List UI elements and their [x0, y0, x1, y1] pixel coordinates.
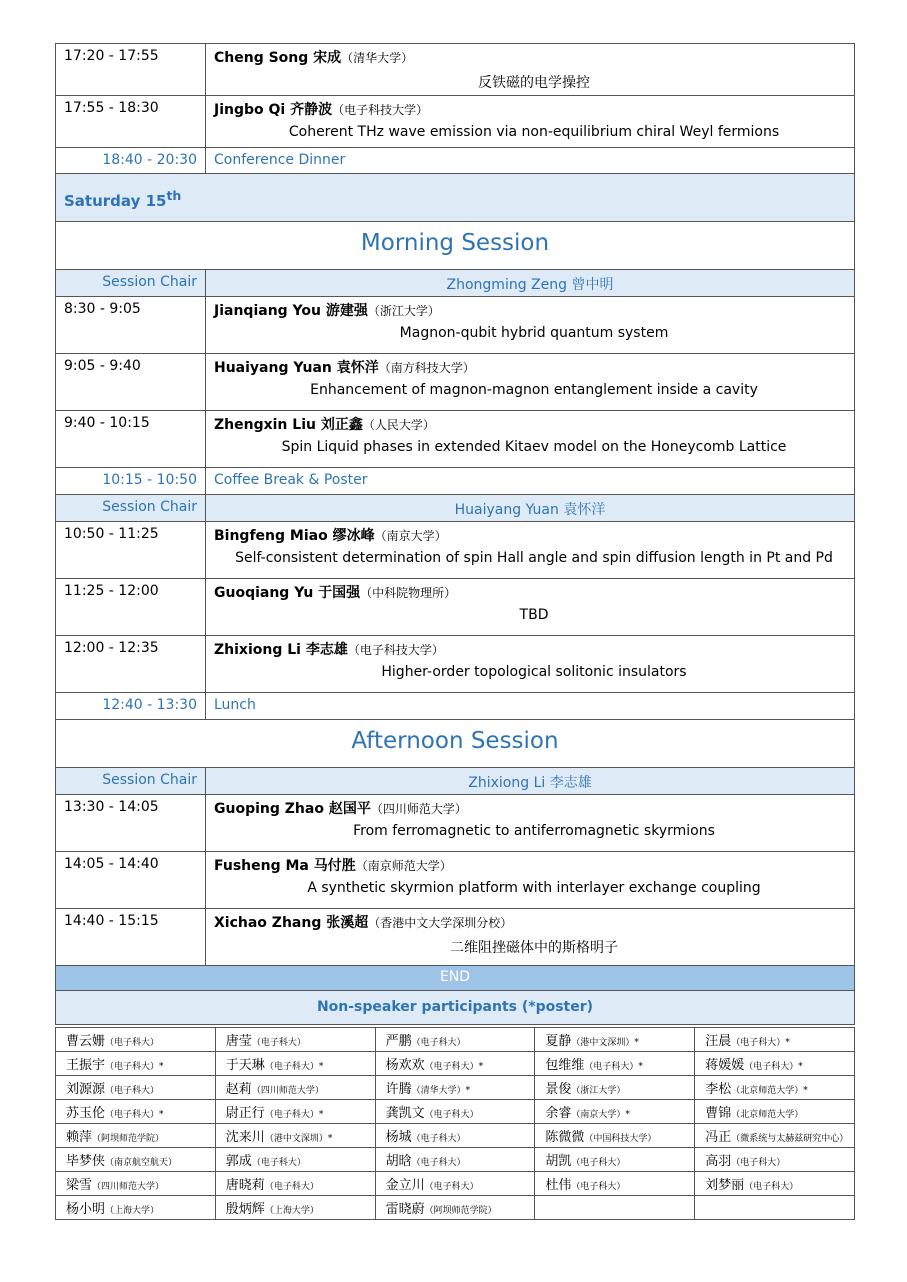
talk-cell: [206, 96, 855, 148]
participant-affiliation: （北京师范大学）: [731, 1110, 804, 1120]
participant-cell: [695, 1100, 855, 1124]
talk-time: 17:20 - 17:55: [56, 44, 206, 96]
talk-title: TBD: [519, 607, 549, 623]
talk-row: [56, 44, 855, 96]
participant-affiliation: （四川师范大学）: [92, 1182, 165, 1192]
participant-affiliation: （四川师范大学）: [251, 1086, 324, 1096]
participant-name: 于天琳: [225, 1058, 265, 1073]
participant-cell: [695, 1124, 855, 1148]
participant-affiliation: （阿坝师范学院）: [424, 1206, 497, 1216]
session-chair-row: [56, 495, 855, 522]
afternoon-session-title: Afternoon Session: [56, 720, 855, 768]
participant-name: 毕梦侠: [66, 1154, 106, 1169]
talk-title: A synthetic skyrmion platform with interlayer exchange coupling: [307, 880, 761, 896]
participant-row: [56, 1028, 855, 1052]
participant-cell: [535, 1052, 695, 1076]
participant-cell: [535, 1028, 695, 1052]
participant-cell: [56, 1148, 216, 1172]
participant-name: 陈微微: [545, 1130, 585, 1145]
talk-title: From ferromagnetic to antiferromagnetic skyrmions: [353, 823, 715, 839]
speaker-name: Zhixiong Li 李志雄: [214, 642, 348, 658]
speaker-name: Fusheng Ma 马付胜: [214, 858, 356, 874]
talk-row: [56, 354, 855, 411]
participant-name: 赵莉: [225, 1082, 252, 1097]
afternoon-session-title-row: [56, 720, 855, 768]
participant-affiliation: （电子科大）*: [744, 1062, 803, 1072]
participant-name: 郭成: [225, 1154, 252, 1169]
participant-name: 杨城: [385, 1130, 412, 1145]
participant-cell: [56, 1100, 216, 1124]
participant-row: [56, 1148, 855, 1172]
talk-time: 13:30 - 14:05: [56, 795, 206, 852]
participant-name: 刘梦丽: [705, 1178, 745, 1193]
participant-name: 龚凯文: [385, 1106, 425, 1121]
speaker-affiliation: （南京师范大学）: [355, 859, 452, 873]
participant-name: 唐晓莉: [225, 1178, 265, 1193]
participant-row: [56, 1100, 855, 1124]
talk-row: [56, 96, 855, 148]
speaker-name: Guoping Zhao 赵国平: [214, 801, 371, 817]
participant-cell: [215, 1124, 375, 1148]
talk-cell: [206, 411, 855, 468]
participant-cell: [56, 1028, 216, 1052]
participant-affiliation: （南京大学）*: [571, 1110, 630, 1120]
day-heading-row: [56, 174, 855, 222]
participant-cell: [535, 1100, 695, 1124]
talk-time: 14:40 - 15:15: [56, 909, 206, 966]
participant-affiliation: （电子科大）: [411, 1038, 466, 1048]
participant-cell: [215, 1028, 375, 1052]
participant-affiliation: （港中文深圳）*: [571, 1038, 639, 1048]
participants-table: [55, 1027, 855, 1220]
talk-time: 17:55 - 18:30: [56, 96, 206, 148]
talk-row: [56, 909, 855, 966]
event-time: 10:15 - 10:50: [56, 468, 206, 495]
participant-name: 刘源源: [66, 1082, 106, 1097]
participant-affiliation: （北京师范大学）*: [731, 1086, 808, 1096]
participant-name: 余睿: [545, 1106, 572, 1121]
participant-name: 梁雪: [66, 1178, 93, 1193]
talk-row: [56, 636, 855, 693]
participant-cell: [56, 1124, 216, 1148]
participant-cell: [535, 1124, 695, 1148]
participant-name: 杜伟: [545, 1178, 572, 1193]
end-banner-row: [56, 966, 855, 991]
talk-row: [56, 852, 855, 909]
talk-cell: [206, 909, 855, 966]
participant-affiliation: （微系统与太赫兹研究中心）: [731, 1134, 849, 1144]
speaker-affiliation: （清华大学）: [341, 51, 414, 65]
talk-title: Coherent THz wave emission via non-equilibrium chiral Weyl fermions: [288, 124, 780, 140]
speaker-affiliation: （人民大学）: [362, 418, 435, 432]
participant-name: 许腾: [385, 1082, 412, 1097]
talk-cell: [206, 44, 855, 96]
speaker-name: Huaiyang Yuan 袁怀洋: [214, 360, 379, 376]
participant-affiliation: （电子科大）: [571, 1182, 626, 1192]
participant-affiliation: （电子科大）: [424, 1182, 479, 1192]
talk-title: Higher-order topological solitonic insulators: [381, 664, 687, 680]
event-time: 18:40 - 20:30: [56, 148, 206, 174]
participant-cell: [375, 1124, 535, 1148]
talk-cell: [206, 297, 855, 354]
participant-name: 夏静: [545, 1034, 572, 1049]
participant-affiliation: （港中文深圳）*: [264, 1134, 333, 1144]
session-chair-row: [56, 768, 855, 795]
participant-affiliation: （电子科大）: [105, 1038, 160, 1048]
participant-affiliation: （上海大学）: [105, 1206, 160, 1216]
participant-affiliation: （电子科大）: [424, 1110, 479, 1120]
participant-name: 苏玉伦: [66, 1106, 106, 1121]
talk-cell: [206, 354, 855, 411]
speaker-name: Bingfeng Miao 缪冰峰: [214, 528, 375, 544]
session-chair-name: Zhongming Zeng 曾中明: [206, 270, 855, 297]
speaker-name: Zhengxin Liu 刘正鑫: [214, 417, 363, 433]
participant-name: 胡晗: [385, 1154, 412, 1169]
speaker-name: Jianqiang You 游建强: [214, 303, 368, 319]
participant-cell: [695, 1172, 855, 1196]
day-heading: [56, 174, 855, 222]
participant-cell: [375, 1196, 535, 1220]
participant-cell: [56, 1076, 216, 1100]
participant-cell: [375, 1100, 535, 1124]
participant-affiliation: （电子科大）: [264, 1182, 319, 1192]
participant-cell: [695, 1196, 855, 1220]
participant-affiliation: （南京航空航天）: [105, 1158, 178, 1168]
speaker-affiliation: （浙江大学）: [367, 304, 440, 318]
end-banner: END: [56, 966, 855, 991]
participant-name: 包维维: [545, 1058, 585, 1073]
participant-affiliation: （电子科大）: [571, 1158, 626, 1168]
schedule-event-row: [56, 693, 855, 720]
participant-affiliation: （阿坝师范学院）: [92, 1134, 165, 1144]
schedule-event-row: [56, 148, 855, 174]
talk-cell: [206, 852, 855, 909]
participant-affiliation: （电子科大）*: [105, 1062, 164, 1072]
participant-cell: [695, 1052, 855, 1076]
talk-title: 反铁磁的电学操控: [478, 75, 590, 91]
speaker-affiliation: （南京大学）: [374, 529, 447, 543]
participant-affiliation: （电子科大）: [105, 1086, 160, 1096]
participant-affiliation: （电子科大）*: [731, 1038, 790, 1048]
participant-affiliation: （电子科大）: [251, 1158, 306, 1168]
talk-time: 9:40 - 10:15: [56, 411, 206, 468]
talk-row: [56, 795, 855, 852]
session-chair-label: Session Chair: [56, 768, 206, 795]
talk-row: [56, 522, 855, 579]
morning-session-title-row: [56, 222, 855, 270]
talk-time: 9:05 - 9:40: [56, 354, 206, 411]
participant-affiliation: （电子科大）*: [264, 1062, 324, 1072]
participant-row: [56, 1052, 855, 1076]
participant-affiliation: （上海大学）: [264, 1206, 319, 1216]
talk-time: 14:05 - 14:40: [56, 852, 206, 909]
participant-cell: [535, 1196, 695, 1220]
schedule-event-row: [56, 468, 855, 495]
nonspeaker-title-row: [56, 991, 855, 1025]
participant-cell: [215, 1076, 375, 1100]
session-chair-name: Zhixiong Li 李志雄: [206, 768, 855, 795]
participant-cell: [56, 1052, 216, 1076]
speaker-name: Cheng Song 宋成: [214, 50, 342, 66]
participant-name: 唐莹: [225, 1034, 252, 1049]
session-chair-row: [56, 270, 855, 297]
participant-cell: [215, 1052, 375, 1076]
talk-time: 8:30 - 9:05: [56, 297, 206, 354]
participant-name: 尉正行: [225, 1106, 265, 1121]
participant-cell: [375, 1172, 535, 1196]
participant-cell: [535, 1148, 695, 1172]
speaker-affiliation: （南方科技大学）: [378, 361, 475, 375]
speaker-name: Guoqiang Yu 于国强: [214, 585, 361, 601]
participant-name: 冯正: [705, 1130, 732, 1145]
participant-cell: [56, 1172, 216, 1196]
participant-cell: [535, 1076, 695, 1100]
participant-cell: [215, 1148, 375, 1172]
participant-name: 王振宇: [66, 1058, 106, 1073]
day-label: Saturday 15: [64, 192, 167, 210]
talk-cell: [206, 579, 855, 636]
participant-cell: [215, 1100, 375, 1124]
event-label: Coffee Break & Poster: [206, 468, 855, 495]
speaker-affiliation: （中科院物理所）: [360, 586, 457, 600]
participant-name: 殷炳辉: [225, 1202, 265, 1217]
talk-cell: [206, 522, 855, 579]
participant-name: 蒋媛媛: [705, 1058, 745, 1073]
event-label: Lunch: [206, 693, 855, 720]
participant-name: 曹云姗: [66, 1034, 106, 1049]
participant-cell: [695, 1148, 855, 1172]
talk-time: 10:50 - 11:25: [56, 522, 206, 579]
session-chair-label: Session Chair: [56, 495, 206, 522]
participant-name: 景俊: [545, 1082, 572, 1097]
talk-title: Spin Liquid phases in extended Kitaev model on the Honeycomb Lattice: [281, 439, 787, 455]
talk-row: [56, 297, 855, 354]
participant-cell: [375, 1028, 535, 1052]
participant-name: 李松: [705, 1082, 732, 1097]
participant-name: 胡凯: [545, 1154, 572, 1169]
participant-cell: [375, 1052, 535, 1076]
participant-cell: [56, 1196, 216, 1220]
nonspeaker-title: Non-speaker participants (*poster): [56, 991, 855, 1025]
participant-row: [56, 1172, 855, 1196]
participant-affiliation: （电子科大）: [731, 1158, 786, 1168]
participant-cell: [215, 1172, 375, 1196]
participant-name: 严鹏: [385, 1034, 412, 1049]
participant-name: 雷晓蔚: [385, 1202, 425, 1217]
participant-name: 杨欢欢: [385, 1058, 425, 1073]
participant-affiliation: （电子科大）*: [584, 1062, 643, 1072]
event-label: Conference Dinner: [206, 148, 855, 174]
participant-affiliation: （浙江大学）: [571, 1086, 626, 1096]
participant-affiliation: （清华大学）*: [411, 1086, 471, 1096]
participant-cell: [695, 1076, 855, 1100]
morning-session-title: Morning Session: [56, 222, 855, 270]
participant-cell: [375, 1076, 535, 1100]
participant-name: 杨小明: [66, 1202, 106, 1217]
talk-time: 12:00 - 12:35: [56, 636, 206, 693]
participant-cell: [695, 1028, 855, 1052]
speaker-affiliation: （电子科技大学）: [332, 103, 429, 117]
participant-affiliation: （电子科大）*: [424, 1062, 484, 1072]
session-chair-label: Session Chair: [56, 270, 206, 297]
participant-cell: [215, 1196, 375, 1220]
participant-name: 曹锦: [705, 1106, 732, 1121]
participant-name: 高羽: [705, 1154, 732, 1169]
participant-affiliation: （电子科大）*: [264, 1110, 324, 1120]
talk-time: 11:25 - 12:00: [56, 579, 206, 636]
participant-name: 赖萍: [66, 1130, 93, 1145]
participant-affiliation: （电子科大）*: [105, 1110, 164, 1120]
participant-cell: [375, 1148, 535, 1172]
participant-cell: [535, 1172, 695, 1196]
participant-row: [56, 1076, 855, 1100]
talk-title: Enhancement of magnon-magnon entanglement inside a cavity: [310, 382, 758, 398]
participant-affiliation: （电子科大）: [411, 1158, 466, 1168]
participant-row: [56, 1196, 855, 1220]
talk-title: Magnon-qubit hybrid quantum system: [399, 325, 669, 341]
participant-affiliation: （中国科技大学）: [584, 1134, 657, 1144]
participant-name: 沈来川: [225, 1130, 265, 1145]
speaker-affiliation: （香港中文大学深圳分校）: [368, 916, 513, 930]
speaker-affiliation: （电子科技大学）: [347, 643, 444, 657]
talk-row: [56, 579, 855, 636]
day-suffix: th: [166, 188, 182, 203]
talk-title: 二维阻挫磁体中的斯格明子: [450, 940, 618, 956]
participant-affiliation: （电子科大）: [744, 1182, 799, 1192]
talk-row: [56, 411, 855, 468]
talk-cell: [206, 636, 855, 693]
schedule-table: [55, 43, 855, 1025]
participant-name: 汪晨: [705, 1034, 732, 1049]
session-chair-name: Huaiyang Yuan 袁怀洋: [206, 495, 855, 522]
speaker-affiliation: （四川师范大学）: [370, 802, 467, 816]
participant-row: [56, 1124, 855, 1148]
participant-name: 金立川: [385, 1178, 425, 1193]
participant-affiliation: （电子科大）: [251, 1038, 306, 1048]
speaker-name: Xichao Zhang 张溪超: [214, 915, 369, 931]
event-time: 12:40 - 13:30: [56, 693, 206, 720]
talk-title: Self-consistent determination of spin Hall angle and spin diffusion length in Pt and Pd: [235, 550, 833, 566]
participant-affiliation: （电子科大）: [411, 1134, 466, 1144]
speaker-name: Jingbo Qi 齐静波: [214, 102, 333, 118]
talk-cell: [206, 795, 855, 852]
